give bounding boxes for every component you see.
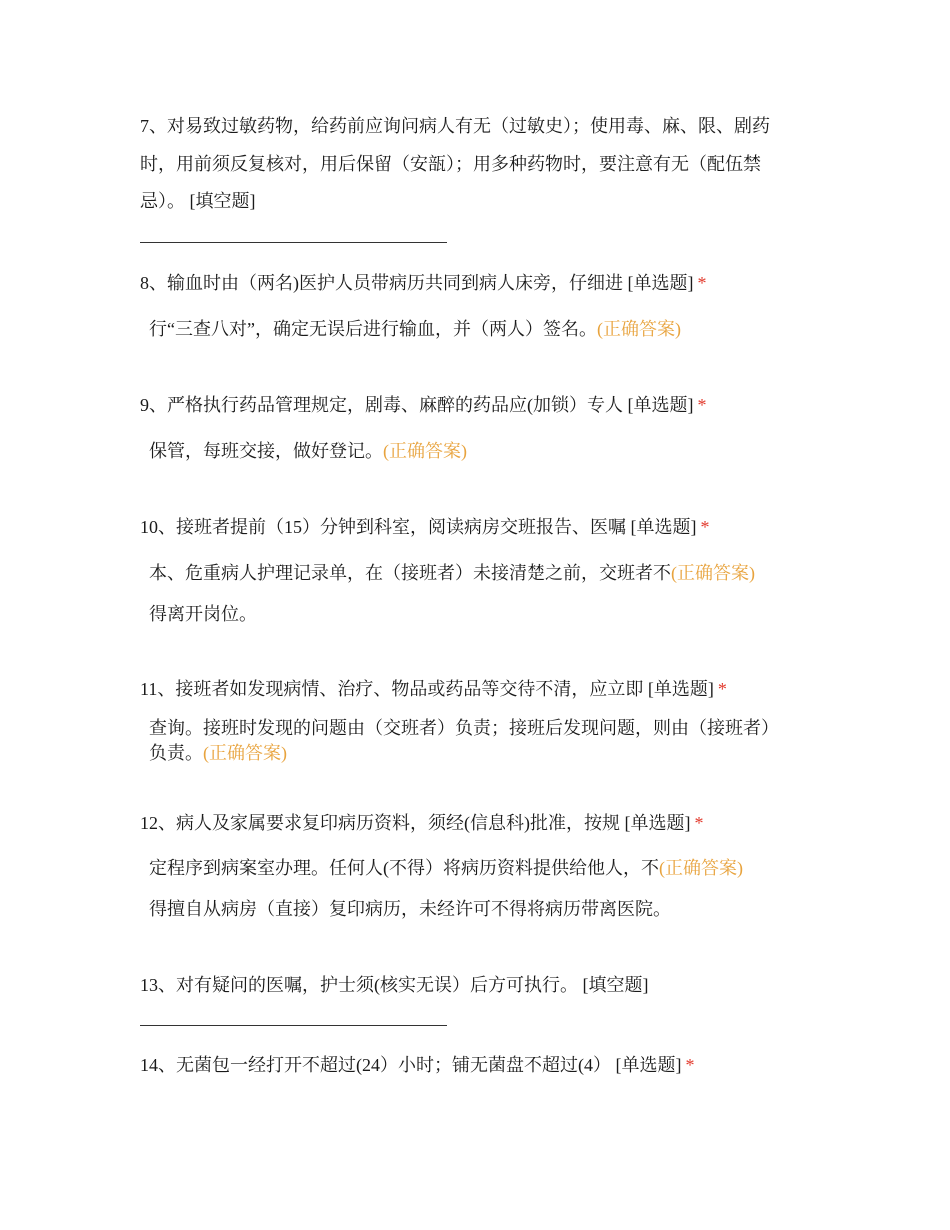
q7-stem-line1: 7、对易致过敏药物，给药前应询问病人有无（过敏史）；使用毒、麻、限、剧药	[140, 116, 770, 136]
q7-answer-blank[interactable]	[140, 242, 447, 243]
q8-option-text: 行“三查八对”，确定无误后进行输血，并（两人）签名。	[149, 319, 597, 339]
required-star: *	[697, 273, 707, 293]
q7-stem-line2: 时，用前须反复核对，用后保留（安瓿）；用多种药物时，要注意有无（配伍禁	[140, 154, 761, 174]
q10-stem: 10、接班者提前（15）分钟到科室，阅读病房交班报告、医嘱 [单选题] *	[140, 517, 710, 537]
required-star: *	[700, 517, 710, 537]
q7-stem-line3: 忌）。 [填空题]	[140, 191, 256, 211]
q9-option[interactable]	[149, 439, 467, 463]
q8-stem: 8、输血时由（两名)医护人员带病历共同到病人床旁，仔细进 [单选题] *	[140, 273, 707, 293]
question-type-tag: [单选题]	[630, 517, 697, 537]
q11-option-text-line2: 负责。	[149, 743, 203, 763]
q10-option-text-line1: 本、危重病人护理记录单，在（接班者）未接清楚之前，交班者不	[149, 563, 671, 583]
q12-option[interactable]	[149, 856, 743, 880]
q11-option-line2[interactable]	[149, 741, 287, 765]
question-type-tag: [单选题]	[615, 1055, 682, 1075]
q12-option-text-line2: 得擅自从病房（直接）复印病历，未经许可不得将病历带离医院。	[149, 899, 671, 919]
required-star: *	[697, 395, 707, 415]
question-type-tag: [单选题]	[627, 395, 694, 415]
question-type-tag: [单选题]	[647, 679, 714, 699]
correct-answer-tag: (正确答案)	[659, 858, 743, 878]
q10-option-line2[interactable]	[149, 602, 257, 626]
q11-option[interactable]	[149, 716, 779, 740]
correct-answer-tag: (正确答案)	[383, 441, 467, 461]
required-star: *	[685, 1055, 695, 1075]
q12-stem: 12、病人及家属要求复印病历资料，须经(信息科)批准，按规 [单选题] *	[140, 813, 704, 833]
correct-answer-tag: (正确答案)	[203, 743, 287, 763]
q8-option[interactable]	[149, 317, 681, 341]
correct-answer-tag: (正确答案)	[671, 563, 755, 583]
correct-answer-tag: (正确答案)	[596, 319, 681, 339]
question-type-tag: [填空题]	[189, 191, 256, 211]
q11-option-text-line1: 查询。接班时发现的问题由（交班者）负责；接班后发现问题，则由（接班者）	[149, 718, 779, 738]
question-type-tag: [单选题]	[624, 813, 691, 833]
q12-option-line2[interactable]	[149, 897, 671, 921]
q14-stem: 14、无菌包一经打开不超过(24）小时；铺无菌盘不超过(4） [单选题] *	[140, 1055, 695, 1075]
q12-option-text-line1: 定程序到病案室办理。任何人(不得）将病历资料提供给他人，不	[149, 858, 659, 878]
q13-answer-blank[interactable]	[140, 1025, 447, 1026]
q9-stem: 9、严格执行药品管理规定，剧毒、麻醉的药品应(加锁）专人 [单选题] *	[140, 395, 707, 415]
q10-option[interactable]	[149, 561, 755, 585]
required-star: *	[717, 679, 727, 699]
required-star: *	[694, 813, 704, 833]
q13-stem: 13、对有疑问的医嘱，护士须(核实无误）后方可执行。 [填空题]	[140, 975, 649, 995]
question-type-tag: [填空题]	[582, 975, 649, 995]
q10-option-text-line2: 得离开岗位。	[149, 604, 257, 624]
q11-stem: 11、接班者如发现病情、治疗、物品或药品等交待不清，应立即 [单选题] *	[140, 679, 727, 699]
q9-option-text: 保管，每班交接，做好登记。	[149, 441, 383, 461]
question-type-tag: [单选题]	[627, 273, 694, 293]
